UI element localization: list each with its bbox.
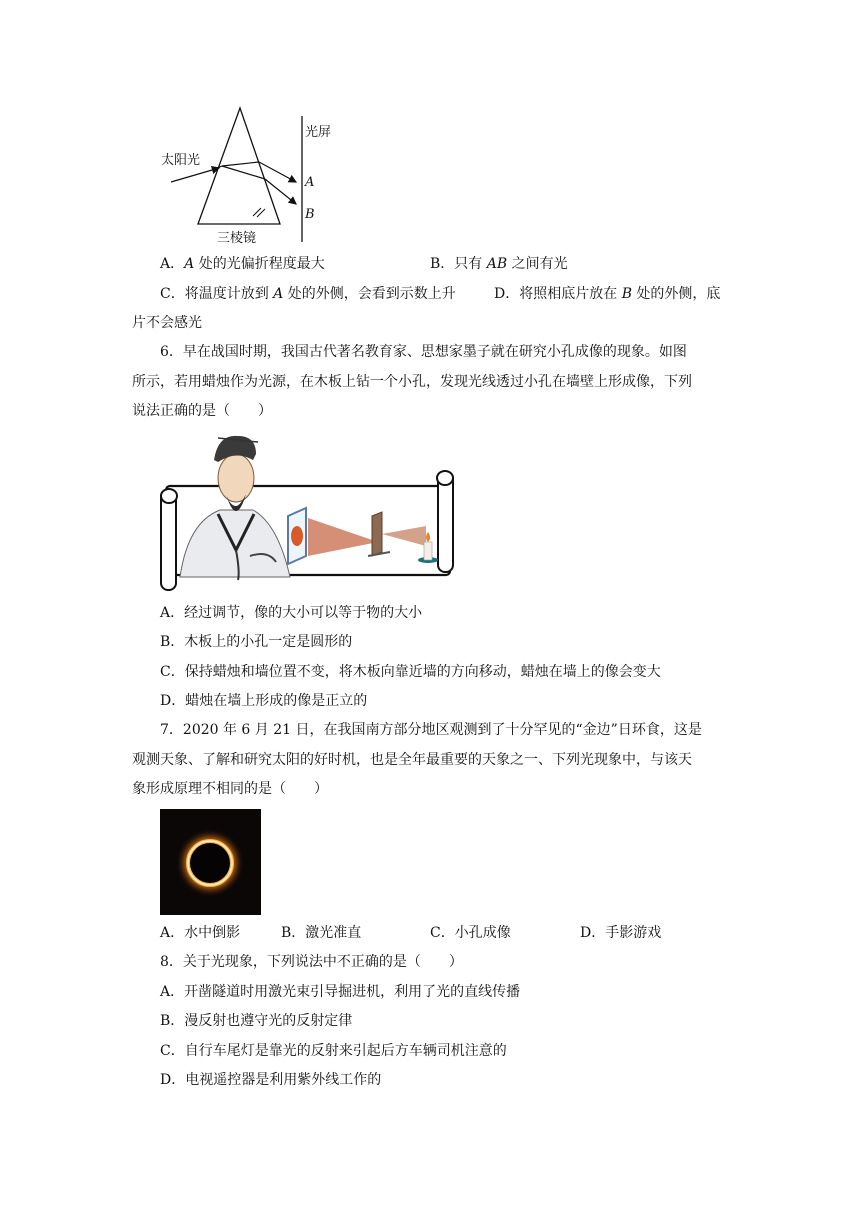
q5-option-b: B．只有 AB 之间有光 bbox=[430, 256, 568, 272]
incident-ray bbox=[171, 168, 219, 182]
q8-option-b: B．漫反射也遵守光的反射定律 bbox=[160, 1013, 353, 1029]
q8-stem: 8．关于光现象，下列说法中不正确的是（ ） bbox=[160, 954, 463, 970]
mozi-pinhole-illustration bbox=[158, 432, 458, 594]
screen-label: 光屏 bbox=[305, 125, 332, 140]
prism-shape bbox=[198, 108, 280, 224]
q7-stem-line-3: 象形成原理不相同的是（ ） bbox=[132, 781, 328, 797]
point-b-label: B bbox=[305, 207, 315, 222]
q8-option-d: D．电视遥控器是利用紫外线工作的 bbox=[160, 1072, 382, 1088]
point-a-label: A bbox=[305, 175, 315, 190]
q7-stem-line-1: 7．2020 年 6 月 21 日，在我国南方部分地区观测到了十分罕见的“金边”日环食，这是 bbox=[160, 722, 702, 738]
q6-option-d: D．蜡烛在墙上形成的像是正立的 bbox=[160, 693, 368, 709]
q8-option-c: C．自行车尾灯是靠光的反射来引起后方车辆司机注意的 bbox=[160, 1043, 507, 1059]
q7-option-b: B．激光准直 bbox=[281, 925, 362, 941]
q8-option-a: A．开凿隧道时用激光束引导掘进机，利用了光的直线传播 bbox=[160, 984, 521, 1000]
eclipse-ring bbox=[160, 809, 261, 915]
q7-option-c: C．小孔成像 bbox=[430, 925, 511, 941]
ray-to-b bbox=[265, 179, 296, 204]
annular-eclipse-photo bbox=[160, 809, 261, 915]
sunlight-label: 太阳光 bbox=[161, 153, 201, 168]
q7-stem-line-2: 观测天象、了解和研究太阳的好时机，也是全年最重要的天象之一、下列光现象中，与该天 bbox=[132, 752, 692, 768]
q6-stem-line-2: 所示，若用蜡烛作为光源，在木板上钻一个小孔，发现光线透过小孔在墙壁上形成像，下列 bbox=[132, 374, 692, 390]
q6-option-b: B．木板上的小孔一定是圆形的 bbox=[160, 634, 353, 650]
q5-option-a: A．A 处的光偏折程度最大 bbox=[160, 256, 325, 272]
q6-stem-line-3: 说法正确的是（ ） bbox=[132, 403, 272, 419]
q5-option-d: D．将照相底片放在 B 处的外侧，底 bbox=[494, 286, 721, 302]
q5-option-c: C．将温度计放到 A 处的外侧，会看到示数上升 bbox=[160, 286, 456, 302]
prism-label: 三棱镜 bbox=[217, 231, 257, 246]
q5-option-d-continued: 片不会感光 bbox=[132, 315, 202, 331]
prism-diagram bbox=[155, 100, 355, 248]
q7-option-a: A．水中倒影 bbox=[160, 925, 241, 941]
q7-option-d: D．手影游戏 bbox=[580, 925, 662, 941]
mozi-pinhole-figure bbox=[158, 432, 458, 594]
q6-option-a: A．经过调节，像的大小可以等于物的大小 bbox=[160, 605, 423, 621]
prism-figure bbox=[155, 100, 355, 248]
wall-screen bbox=[288, 508, 306, 564]
q6-stem-line-1: 6．早在战国时期，我国古代著名教育家、思想家墨子就在研究小孔成像的现象。如图 bbox=[160, 344, 687, 360]
q6-option-c: C．保持蜡烛和墙位置不变，将木板向靠近墙的方向移动，蜡烛在墙上的像会变大 bbox=[160, 664, 661, 680]
